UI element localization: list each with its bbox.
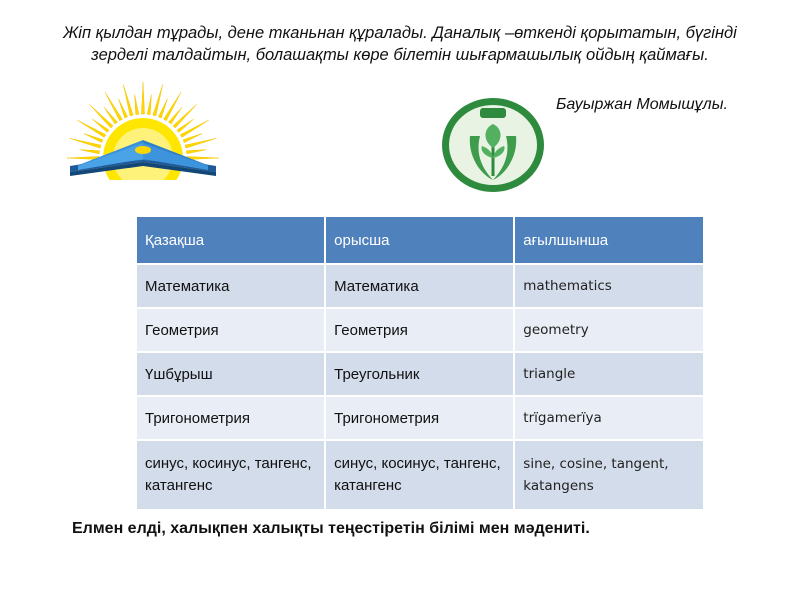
header-russian: орысша bbox=[325, 216, 514, 264]
sun-ray bbox=[180, 120, 209, 137]
sun-ray bbox=[77, 120, 106, 137]
table-row bbox=[136, 352, 704, 396]
sun-ray bbox=[141, 82, 144, 114]
header-english: ағылшынша bbox=[514, 216, 704, 264]
sun-ray bbox=[147, 95, 151, 115]
cell-russian: Тригонометрия bbox=[325, 396, 514, 440]
sun-ray bbox=[186, 150, 206, 154]
sun-book-logo-icon bbox=[48, 80, 238, 180]
cell-english: sine, cosine, tangent, katangens bbox=[514, 440, 704, 510]
sun-ray bbox=[164, 92, 181, 121]
sun-ray bbox=[135, 95, 139, 115]
cell-english: trïgamerïya bbox=[514, 396, 704, 440]
vocabulary-table bbox=[135, 215, 705, 511]
cell-english: geometry bbox=[514, 308, 704, 352]
sun-ray bbox=[173, 104, 197, 128]
table-row bbox=[136, 264, 704, 308]
cell-kazakh: Үшбұрыш bbox=[136, 352, 325, 396]
cell-english: triangle bbox=[514, 352, 704, 396]
table-row bbox=[136, 396, 704, 440]
sun-ray bbox=[80, 150, 100, 154]
cell-russian: синус, косинус, тангенс, катангенс bbox=[325, 440, 514, 510]
cell-english: mathematics bbox=[514, 264, 704, 308]
table-row bbox=[136, 440, 704, 510]
sun-ray bbox=[89, 104, 113, 128]
cell-kazakh: синус, косинус, тангенс, катангенс bbox=[136, 440, 325, 510]
cell-russian: Треугольник bbox=[325, 352, 514, 396]
hands-plant-emblem-icon bbox=[440, 96, 546, 194]
cell-kazakh: Геометрия bbox=[136, 308, 325, 352]
cell-russian: Геометрия bbox=[325, 308, 514, 352]
quote-author: Бауыржан Момышұлы. bbox=[556, 96, 728, 113]
footer-text: Елмен елді, халықпен халықты теңестіретін білімі мен мәдениті. bbox=[72, 520, 590, 537]
cell-kazakh: Тригонометрия bbox=[136, 396, 325, 440]
cell-kazakh: Математика bbox=[136, 264, 325, 308]
table-row bbox=[136, 308, 704, 352]
table-header-row bbox=[136, 216, 704, 264]
sun-ray bbox=[105, 92, 122, 121]
cell-russian: Математика bbox=[325, 264, 514, 308]
quote-text: Жіп қылдан тұрады, дене тканьнан құралады. Даналық –өткенді қорытатын, бүгінді зерделі талдайтын, болашақты көре білетін шығармашылық ойдың қаймағы. bbox=[63, 24, 737, 64]
header-kazakh: Қазақша bbox=[136, 216, 325, 264]
